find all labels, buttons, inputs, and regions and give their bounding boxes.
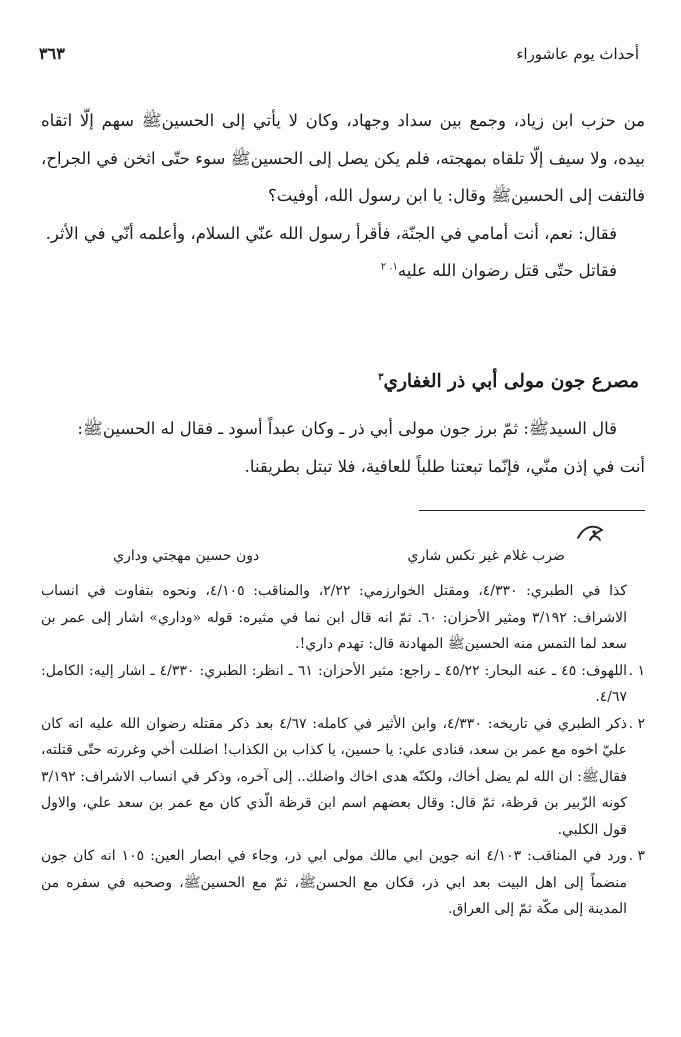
- footnote-refs-1-2: ١. ٢: [380, 261, 398, 273]
- footnote-1-number: ١ .: [628, 662, 645, 679]
- verse-ornament-icon: [574, 520, 608, 546]
- footnote-3-text: ورد في المناقب: ٤/١٠٣ انه جوين ابي مالك مولى ابي ذر، وجاء في ابصار العين: ١٠٥ انه كان جون منضماً إلى اهل البيت بعد ابي ذر، فكان مع الحسنﷺ، ثمّ مع الحسينﷺ، وصحبه في سفره من المدينة إلى مكّة ثمّ إلى العراق.: [41, 848, 627, 917]
- main-passage: [41, 102, 645, 290]
- section-passage: [41, 410, 645, 485]
- page-number: ٣٦٣: [39, 44, 65, 63]
- footnotes: [41, 578, 645, 923]
- verse-source-text: كذا في الطبري: ٤/٣٣٠، ومقتل الخوارزمي: ٢/٢٢، والمناقب: ٤/١٠٥، ونحوه بتفاوت في انساب الاشراف: ٣/١٩٢ ومثير الأحزان: ٦٠. ثمّ انه قال ابن نما في مثيره: قوله «وداري» اشار إلى عمر بن سعد لما التمس منه الحسينﷺ المهادنة قال: تهدم داري!.: [41, 583, 627, 652]
- passage-paragraph-1: من حزب ابن زياد، وجمع بين سداد وجهاد، وكان لا يأتي إلى الحسينﷺ سهم إلّا اتقاه بيده، ولا سيف إلّا تلقاه بمهجته، فلم يكن يصل إلى الحسينﷺ سوء حتّى اثخن في الجراح، فالتفت إلى الحسينﷺ وقال: يا ابن رسول الله، أوفيت؟: [41, 111, 645, 205]
- passage-paragraph-3: [41, 252, 645, 290]
- footnote-2-number: ٢ .: [628, 715, 645, 732]
- section-title: مصرع جون مولى أبي ذر الغفاري: [383, 371, 639, 392]
- verse-source-note: [41, 578, 645, 658]
- footnote-2: [41, 711, 645, 844]
- section-paragraph-2: أنت في إذن منّي، فإنّما تبعتنا طلباً للعافية، فلا تبتل بطريقنا.: [244, 456, 645, 476]
- running-header: [39, 44, 639, 74]
- footnote-separator: [419, 510, 645, 511]
- verse-hemistich-1: ضرب غلام غير نكس شاري: [407, 548, 565, 564]
- footnote-ref-3: ٣: [378, 371, 384, 383]
- section-heading: [39, 365, 639, 399]
- passage-paragraph-3-text: فقاتل حتّى قتل رضوان الله عليه: [397, 261, 617, 280]
- footnote-1-text: اللهوف: ٤٥ ـ عنه البحار: ٤٥/٢٢ ـ راجع: مثير الأحزان: ٦١ ـ انظر: الطبري: ٤/٣٣٠ ـ اشار إليه: الكامل: ٤/٦٧.: [41, 662, 628, 705]
- poetry-verse: [39, 548, 639, 570]
- footnote-3-number: ٣ .: [628, 848, 645, 864]
- chapter-title: أحداث يوم عاشوراء: [516, 45, 639, 63]
- footnote-2-text: ذكر الطبري في تاريخه: ٤/٣٣٠، وابن الأثير في كامله: ٤/٦٧ بعد ذكر مقتله رضوان الله عليه انه كان عليّ اخوه مع عمر بن سعد، فنادى علي: يا حسين، يا كذاب بن الكذاب! اضللت أخي وغررته حتّى قتلته، فقالﷺ: ان الله لم يضل أخاك، ولكنّه هدى اخاك واضلك.. إلى آخره، وذكر في انساب الاشراف: ٣/١٩٢ كونه الزّبير بن قرظة، ثمّ قال: وقال بعضهم اسم ابن قرظة الّذي كان مع عمر بن سعد علي، والاول قول الكلبي.: [41, 715, 627, 838]
- passage-paragraph-2: فقال: نعم، أنت أمامي في الجنّة، فأقرأ رسول الله عنّي السلام، وأعلمه أنّي في الأثر.: [45, 223, 617, 243]
- footnote-1: [41, 658, 645, 711]
- verse-hemistich-2: دون حسين مهجتي وداري: [113, 548, 260, 564]
- section-paragraph-1: قال السيدﷺ: ثمّ برز جون مولى أبي ذر ـ وكان عبداً أسود ـ فقال له الحسينﷺ:: [77, 419, 617, 438]
- footnote-3: [41, 843, 645, 923]
